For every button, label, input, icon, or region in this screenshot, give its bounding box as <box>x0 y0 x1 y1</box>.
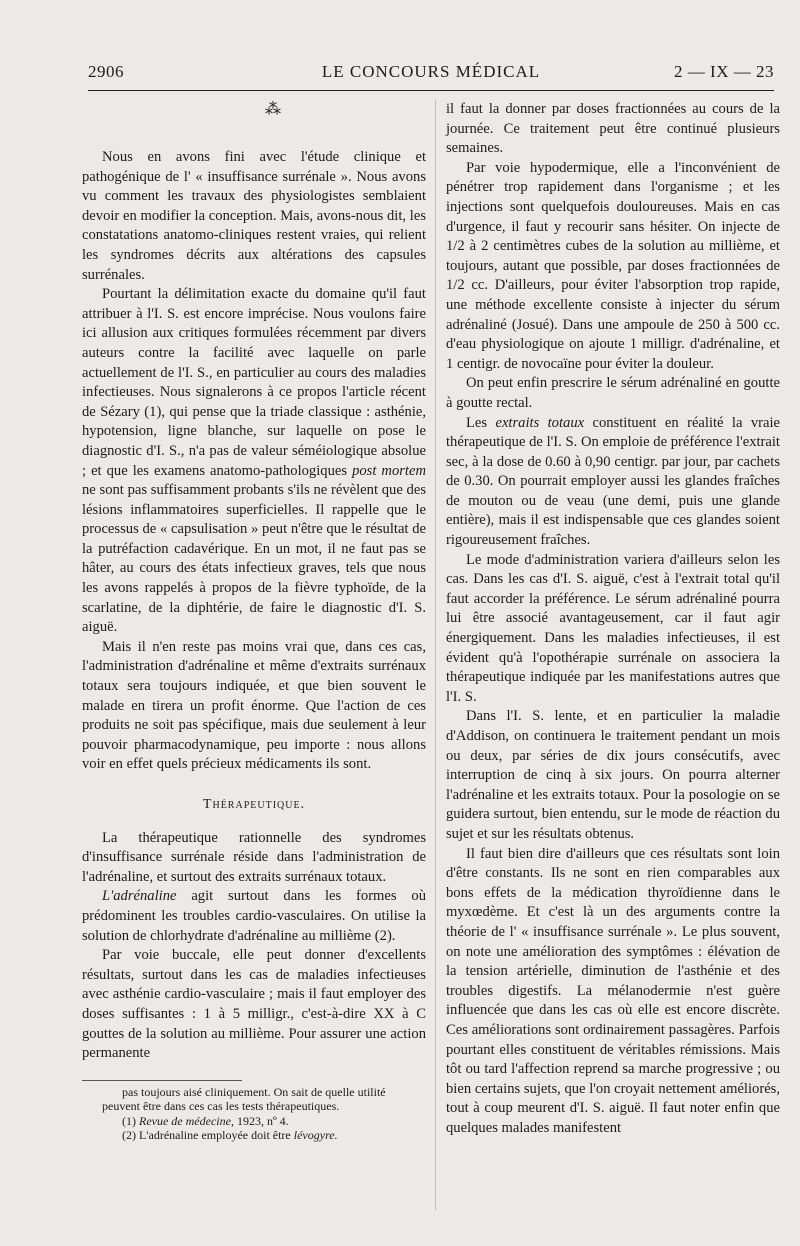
paragraph: il faut la donner par doses fractionnées au cours de la journée. Ce traitement peut être continué plusieurs semaines. <box>446 101 780 157</box>
header-rule <box>88 90 774 91</box>
paragraph: On peut enfin prescrire le sérum adrénaliné en goutte à goutte rectal. <box>446 375 780 411</box>
left-column <box>82 100 426 1143</box>
paragraph: L'adrénaline agit surtout dans les formes où prédominent les troubles cardio-vasculaires. On utilise la solution de chlorhydrate d'adrénaline au millième (2). <box>82 888 426 944</box>
right-column <box>446 100 780 1138</box>
italic-term: L'adrénaline <box>102 888 177 905</box>
asterism: ⁂ <box>265 101 283 118</box>
italic-term: post mortem <box>352 462 426 479</box>
paragraph: Dans l'I. S. lente, et en particulier la maladie d'Addison, on continuera le traitement pendant un mois ou deux, par séries de dix jours consécutifs, avec interruption de cinq à six jours. On pourra alterner l'adrénaline et les extraits totaux. Pour la posologie on se guidera surtout, bien entendu, sur le mode de réaction du sujet et sur les résultats obtenus. <box>446 708 780 842</box>
paragraph: Pourtant la délimitation exacte du domaine qu'il faut attribuer à l'I. S. est encore imprécise. Nous voulons faire ici allusion aux critiques formulées récemment par divers auteurs contre la facilité avec laquelle on parle actuellement de l'I. S., en particulier au cours des maladies infectieuses. Nous signalerons à ce propos l'article récent de Sézary (1), qui pense que la triade classique : asthénie, hypotension, ligne blanche, sur laquelle on pose le diagnostic d'I. S., n'a pas de valeur séméiologique absolue ; et que les examens anatomo-pathologiques post mortem ne sont pas suffisamment probants s'ils ne révèlent que des lésions inflammatoires superficielles. Il rappelle que le processus de « capsulisation » peut n'être que le résultat de la putréfaction cadavérique. En un mot, il ne faut pas se hâter, au cours des états infectieux graves, tels que nous les avons rappelés à propos de la fièvre typhoïde, de la scarlatine, de la diphtérie, de faire le diagnostic d'I. S. aiguë. <box>82 286 426 636</box>
column-divider <box>435 100 436 1210</box>
paragraph: Nous en avons fini avec l'étude clinique et pathogénique de l' « insuffisance surrénale ». Nous avons vu comment les travaux des physiologistes semblaient devoir en modifier la conception. Mais, avons-nous dit, les constatations anatomo-cliniques restent vraies, qui relient les syndromes décrits aux altérations des capsules surrénales. <box>82 149 426 283</box>
page-number: 2906 <box>88 62 124 81</box>
journal-title: LE CONCOURS MÉDICAL <box>321 62 541 81</box>
paragraph: Le mode d'administration variera d'ailleurs selon les cas. Dans les cas d'I. S. aiguë, c'est à l'extrait total qu'il faut accorder la préférence. Le sérum adrénaliné pourra lui être associé avantageusement, car il faut agir énergiquement. Dans les maladies infectieuses, il est évident qu'à l'opothérapie surrénale on associera la thérapeutique indiquée par les manifestations autres que l'I. S. <box>446 551 780 705</box>
footnote: pas toujours aisé cliniquement. On sait de quelle utilité peuvent être dans ces cas les tests thérapeutiques. <box>102 1084 386 1114</box>
paragraph: Par voie hypodermique, elle a l'inconvénient de pénétrer trop rapidement dans l'organisme ; et les injections sont quelquefois douloureuses. Mais en cas d'urgence, il faut y recourir sans hésiter. On injecte de 1/2 à 2 centimètres cubes de la solution au millième, et toujours, autant que possible, par doses fractionnées de 1/2 cc. D'ailleurs, pour éviter l'absorption trop rapide, une méthode excellente consiste à injecter du sérum adrénaliné (Josué). Dans une ampoule de 250 à 500 cc. d'eau physiologique on ajoute 1 milligr. d'adrénaline, et 1 centigr. de novocaïne pour éviter la douleur. <box>446 159 780 372</box>
section-heading: Thérapeutique. <box>202 797 306 812</box>
footnote: (2) L'adrénaline employée doit être lévogyre. <box>122 1128 338 1143</box>
paragraph: La thérapeutique rationnelle des syndromes d'insuffisance surrénale réside dans l'administration de l'adrénaline, et surtout des extraits surrénaux totaux. <box>82 829 426 885</box>
paragraph: Les extraits totaux constituent en réalité la vraie thérapeutique de l'I. S. On emploie de préférence l'extrait sec, à la dose de 0.60 à 0,90 centigr. par jour, par cachets de 0.30. On pourrait employer aussi les glandes fraîches de mouton ou de veau (une demi, puis une glande entière), mais il est indispensable que ces glandes soient rigoureusement fraîches. <box>446 414 780 549</box>
paragraph: Il faut bien dire d'ailleurs que ces résultats sont loin d'être constants. Ils ne sont en rien comparables aux bons effets de la médication thyroïdienne dans le myxœdème. Et c'est là un des arguments contre la théorie de l' « insuffisance surrénale ». Le plus souvent, on note une amélioration des symptômes : élévation de la tension artérielle, diminution de l'asthénie et des troubles digestifs. La mélanodermie n'est guère influencée que dans les cas où elle est encore discrète. Ces améliorations sont ordinairement passagères. Parfois pourtant elles constituent de véritables rémissions. Mais tôt ou tard l'affection reprend sa marche progressive ; ou bien certains sujets, que l'on croyait nettement améliorés, tout à coup meurent d'I. S. aiguë. Il faut noter enfin que quelques malades manifestent <box>446 845 780 1136</box>
paragraph: Par voie buccale, elle peut donner d'excellents résultats, surtout dans les cas de maladies infectieuses avec asthénie cardio-vasculaire ; mais il faut employer des doses suffisantes : 1 à 5 milligr., c'est-à-dire XX à C gouttes de la solution au millième. Pour assurer une action permanente <box>82 947 426 1062</box>
running-header <box>88 58 774 88</box>
paragraph: Mais il n'en reste pas moins vrai que, dans ces cas, l'administration d'adrénaline et même d'extraits surrénaux totaux sera toujours indiquée, et que bien souvent le malade en tirera un profit énorme. Que l'action de ces produits ne soit pas spécifique, mais due seulement à leur pouvoir pharmacodynamique, peu importe : nous allons voir en effet quels précieux médicaments ils sont. <box>82 638 426 773</box>
footnote-rule <box>82 1080 242 1081</box>
italic-term: extraits totaux <box>495 414 585 431</box>
footnote: (1) Revue de médecine, 1923, nº 4. <box>122 1113 289 1128</box>
issue-date: 2 — IX — 23 <box>674 62 774 81</box>
